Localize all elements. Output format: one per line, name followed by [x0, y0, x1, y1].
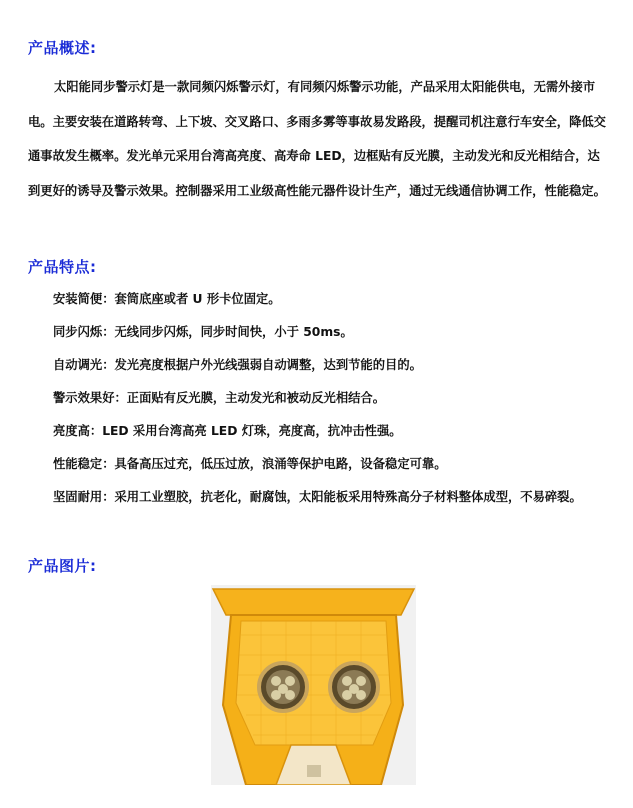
pictures-heading: 产品图片:: [28, 557, 97, 575]
feature-item: 自动调光：发光亮度根据户外光线强弱自动调整，达到节能的目的。: [53, 358, 422, 372]
feature-item: 同步闪烁：无线同步闪烁，同步时间快，小于 50ms。: [53, 325, 353, 339]
feature-item: 安装简便：套筒底座或者 U 形卡位固定。: [53, 292, 281, 306]
feature-item: 性能稳定：具备高压过充，低压过放，浪涌等保护电路，设备稳定可靠。: [53, 457, 447, 471]
feature-item: 警示效果好：正面贴有反光膜，主动发光和被动反光相结合。: [53, 391, 386, 405]
feature-item: 坚固耐用：采用工业塑胶，抗老化，耐腐蚀，太阳能板采用特殊高分子材料整体成型，不易碎裂。: [53, 490, 582, 504]
overview-paragraph: [28, 70, 608, 208]
product-photo: [211, 585, 416, 785]
overview-text: 太阳能同步警示灯是一款同频闪烁警示灯，有同频闪烁警示功能，产品采用太阳能供电，无需外接市电。主要安装在道路转弯、上下坡、交叉路口、多雨多雾等事故易发路段，提醒司机注意行车安全，降低交通事故发生概率。发光单元采用台湾高亮度、高寿命 LED，边框贴有反光膜，主动发光和反光相结合，达到更好的诱导及警示效果。控制器采用工业级高性能元器件设计生产，通过无线通信协调工作，性能稳定。: [28, 80, 606, 198]
feature-item: 亮度高：LED 采用台湾高亮 LED 灯珠，亮度高，抗冲击性强。: [53, 424, 402, 438]
overview-heading: 产品概述:: [28, 39, 97, 57]
housing-top: [213, 589, 414, 615]
features-heading: 产品特点:: [28, 258, 97, 276]
